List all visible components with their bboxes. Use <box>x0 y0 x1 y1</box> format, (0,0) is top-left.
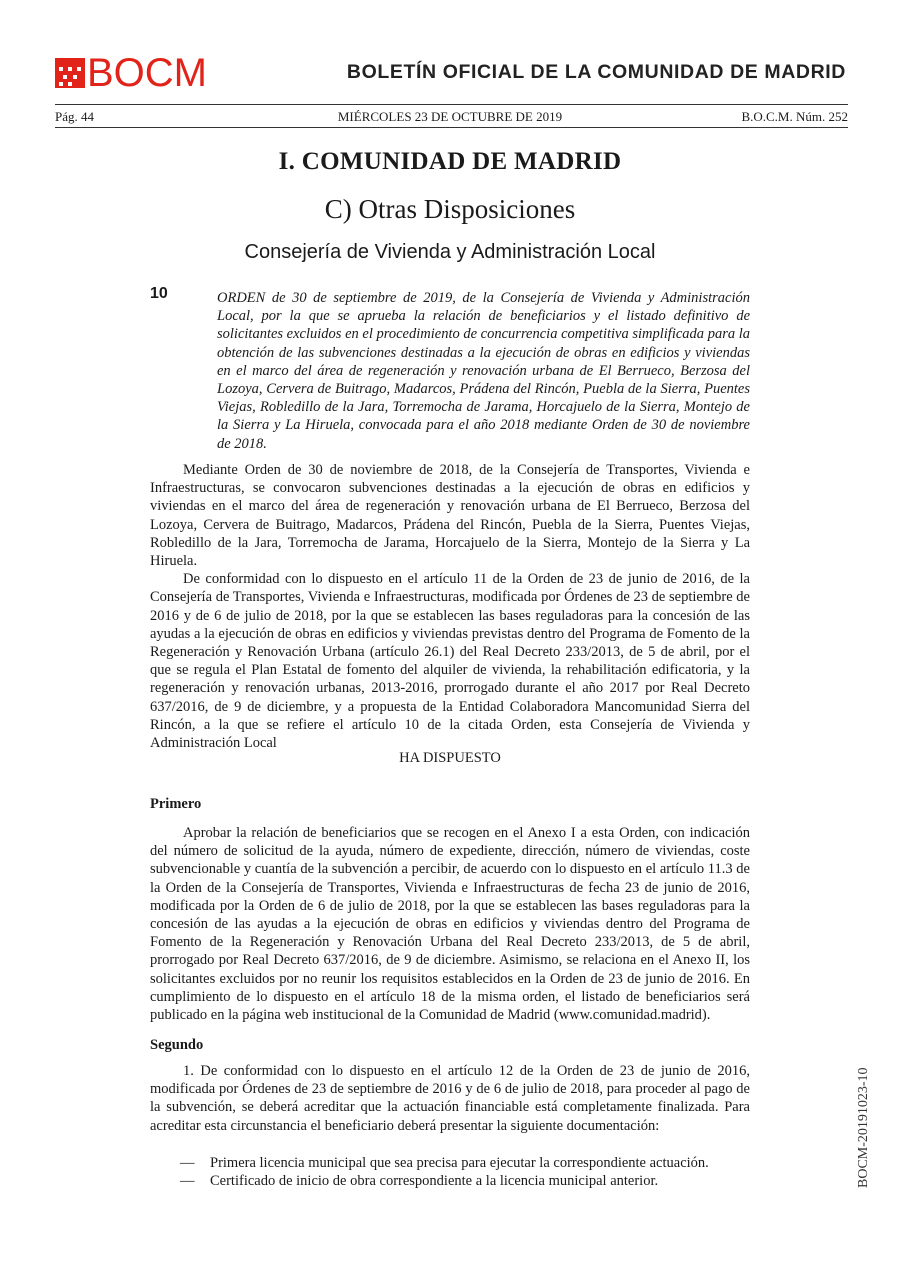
issue-number: B.O.C.M. Núm. 252 <box>741 109 848 124</box>
ha-dispuesto-heading: HA DISPUESTO <box>399 750 501 766</box>
list-item-text: Primera licencia municipal que sea precisa para ejecutar la correspondiente actuación. <box>210 1155 709 1171</box>
order-summary: ORDEN de 30 de septiembre de 2019, de la Consejería de Vivienda y Administración Local, por la que se aprueba la relación de beneficiarios y el listado definitivo de solicitantes excluidos en el procedimiento de concurrencia competitiva simplificada para la obtención de las subvenciones destinadas a la ejecución de obras en edificios y viviendas en el marco del área de regeneración y renovación urbana de El Berrueco, Berzosa del Lozoya, Cervera de Buitrago, Madarcos, Prádena del Rincón, Puebla de la Sierra, Puentes Viejas, Robledillo de la Jara, Torremocha de Jarama, Horcajuelo de la Sierra, Montejo de la Sierra y La Hiruela, convocada para el año 2018 mediante Orden de 30 de noviembre de 2018. <box>217 290 750 452</box>
section-primero <box>150 824 750 1024</box>
section-segundo <box>150 1062 750 1135</box>
department-title: Consejería de Vivienda y Administración Local <box>244 241 656 263</box>
preamble <box>150 461 750 752</box>
heading-primero: Primero <box>150 796 202 812</box>
paragraph-4: 1. De conformidad con lo dispuesto en el artículo 12 de la Orden de 23 de junio de 2016, modificada por Órdenes de 23 de septiembre de 2016 y de 6 de julio de 2018, para proceder al pago de la subvención, se deberá acreditar que la actuación financiable está completamente finalizada. Para acreditar esta circunstancia el beneficiario deberá presentar la siguiente documentación: <box>150 1063 750 1134</box>
section-subtitle: C) Otras Disposiciones <box>324 194 576 224</box>
heading-segundo: Segundo <box>150 1037 204 1053</box>
dash-bullet: — <box>180 1173 195 1190</box>
page-number: Pág. 44 <box>55 109 94 124</box>
list-item <box>180 1172 755 1190</box>
madrid-star-flag-icon <box>55 58 85 88</box>
section-title: I. COMUNIDAD DE MADRID <box>278 148 622 175</box>
paragraph-3: Aprobar la relación de beneficiarios que se recogen en el Anexo I a esta Orden, con indicación del número de solicitud de la ayuda, número de expediente, dirección, número de viviendas, coste subvencionable y cuantía de la subvención a percibir, de acuerdo con lo dispuesto en el artículo 11.3 de la Orden de la Consejería de Transportes, Vivienda e Infraestructuras de fecha 23 de junio de 2016, modificada por la Orden de 6 de julio de 2018, por la que se establecen las bases reguladoras para la concesión de las ayudas a la ejecución de obras en edificios y viviendas dentro del Programa de Fomento de la Regeneración y Renovación Urbana del Real Decreto 233/2013, de 5 de abril, prorrogado por Real Decreto 637/2016, de 9 de diciembre. Asimismo, se relaciona en el Anexo II, los solicitantes excluidos por no reunir los requisitos establecidos en la Orden de 23 de junio de 2016. En cumplimiento de lo dispuesto en el artículo 18 de la misma orden, el listado de beneficiarios será publicado en la página web institucional de la Comunidad de Madrid (www.comunidad.madrid). <box>150 825 750 1024</box>
paragraph-1: Mediante Orden de 30 de noviembre de 2018, de la Consejería de Transportes, Vivienda e Infraestructuras, se convocaron subvenciones destinadas a la ejecución de obras en edificios y viviendas en el marco del área de regeneración y renovación urbana de El Berrueco, Berzosa del Lozoya, Cervera de Buitrago, Madarcos, Prádena del Rincón, Puebla de la Sierra, Puentes Viejas, Robledillo de la Jara, Torremocha de Jarama, Horcajuelo de la Sierra, Montejo de la Sierra y La Hiruela. <box>150 462 750 570</box>
list-item <box>180 1154 755 1172</box>
order-number: 10 <box>150 285 168 302</box>
logo-text: BOCM <box>87 51 207 95</box>
documentation-list <box>180 1154 755 1190</box>
issue-date: MIÉRCOLES 23 DE OCTUBRE DE 2019 <box>337 109 563 124</box>
paragraph-2: De conformidad con lo dispuesto en el artículo 11 de la Orden de 23 de junio de 2016, de la Consejería de Transportes, Vivienda e Infraestructuras, modificada por Órdenes de 23 de septiembre de 2016 y de 6 de julio de 2018, por la que se establecen las bases reguladoras para la concesión de las ayudas a la ejecución de obras en edificios y viviendas previstas dentro del Programa de Fomento de la Regeneración y Renovación Urbana (artículo 26.1) del Real Decreto 233/2013, de 5 de abril, por el que se regula el Plan Estatal de fomento del alquiler de vivienda, la rehabilitación edificatoria, y la regeneración y renovación urbanas, 2013-2016, prorrogado durante el año 2017 por Real Decreto 637/2016, de 9 de diciembre, y a propuesta de la Entidad Colaboradora Mancomunidad Sierra del Rincón, a la que se refiere el artículo 10 de la citada Orden, esta Consejería de Vivienda y Administración Local <box>150 571 750 752</box>
bocm-logo <box>55 51 207 95</box>
dash-bullet: — <box>180 1155 195 1171</box>
list-item-text: Certificado de inicio de obra correspondiente a la licencia municipal anterior. <box>210 1173 659 1190</box>
header-divider-top <box>55 104 848 105</box>
document-code: BOCM-20191023-10 <box>856 1067 871 1188</box>
bulletin-title: BOLETÍN OFICIAL DE LA COMUNIDAD DE MADRID <box>346 61 846 83</box>
header-divider-bottom <box>55 127 848 128</box>
